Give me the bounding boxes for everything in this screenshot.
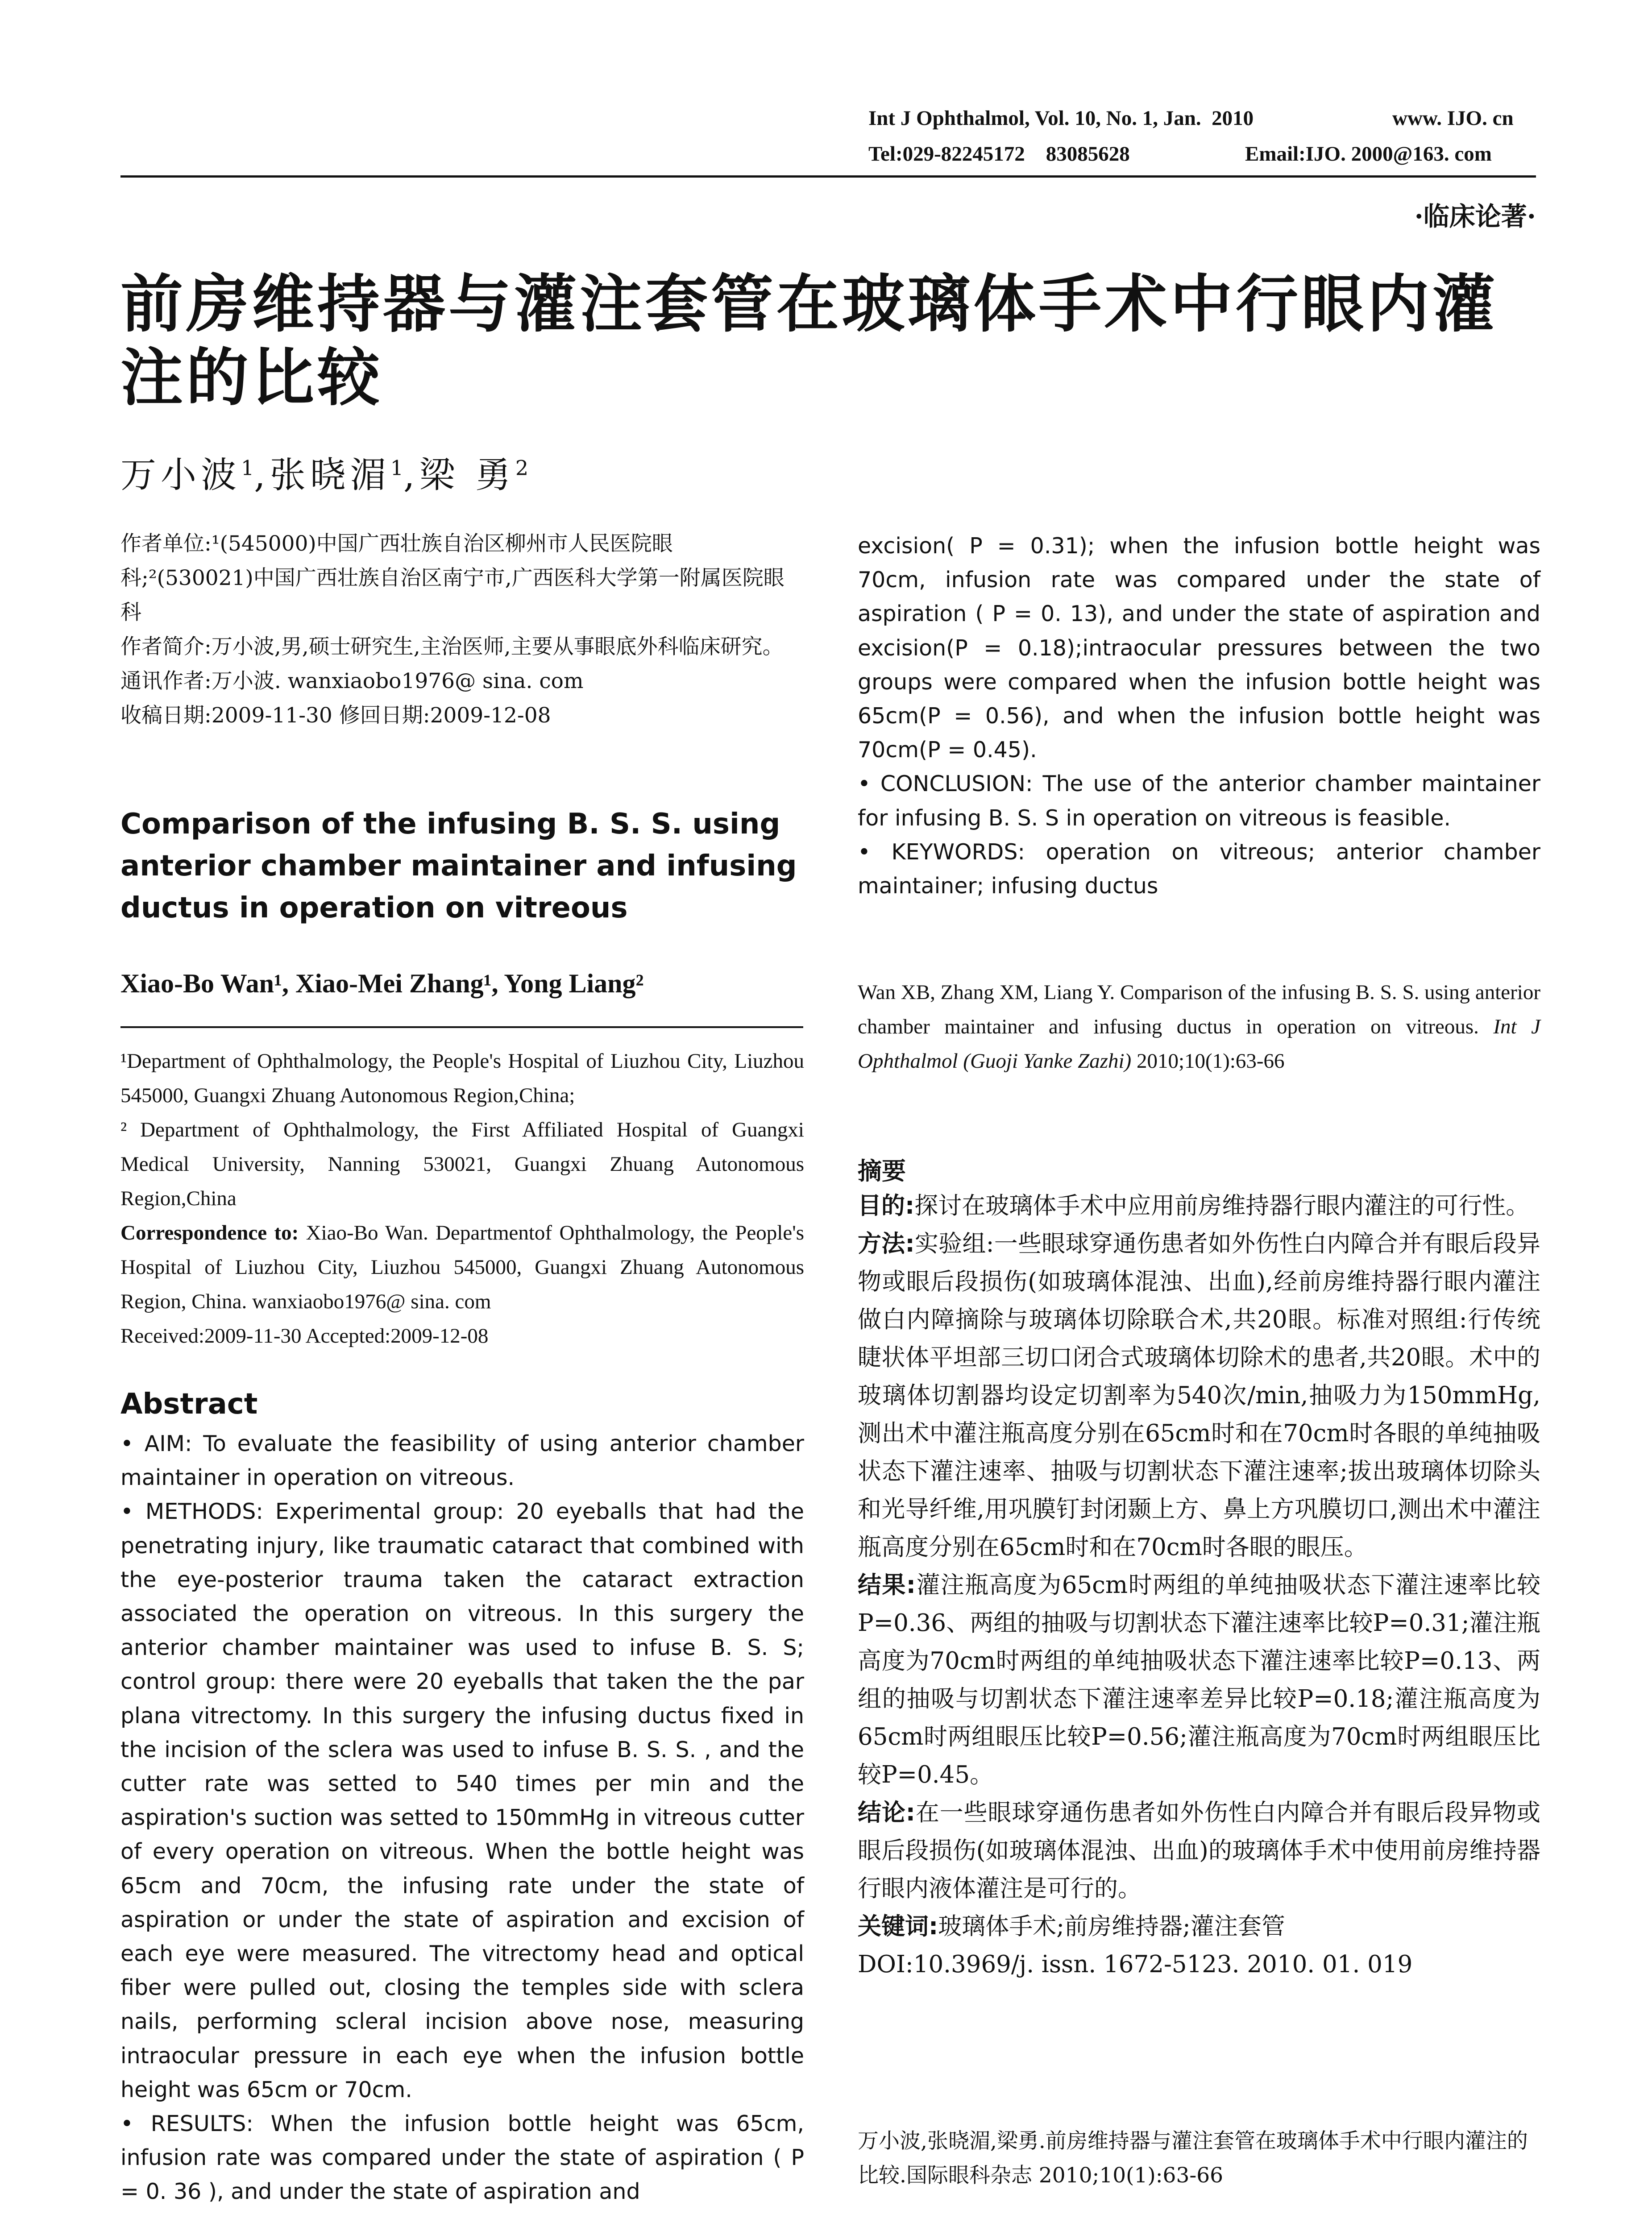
journal-info: Int J Ophthalmol, Vol. 10, No. 1, Jan. 2010 xyxy=(868,107,1254,130)
abstract-aim: • AIM: To evaluate the feasibility of using anterior chamber maintainer in operation on vitreous. xyxy=(120,1431,804,1491)
journal-email: Email:IJO. 2000@163. com xyxy=(1245,142,1492,166)
abstract-right xyxy=(858,529,1540,903)
en-authors: Xiao-Bo Wan¹, Xiao-Mei Zhang¹, Yong Liang² xyxy=(120,969,644,998)
citation-en-tail: 2010;10(1):63-66 xyxy=(1131,1049,1285,1073)
cn-results-label: 结果: xyxy=(858,1572,916,1599)
cn-aim xyxy=(858,1187,1540,1225)
author-3: 梁 勇 xyxy=(419,454,515,496)
author-bio: 作者简介:万小波,男,硕士研究生,主治医师,主要从事眼底外科临床研究。 xyxy=(120,634,784,659)
author-rule xyxy=(120,1026,803,1028)
affiliation-2: ² Department of Ophthalmology, the First Affiliated Hospital of Guangxi Medical University, Nanning 530021, Guangxi Zhuang Autonomous Region,China xyxy=(120,1118,804,1210)
author-1-affil: 1 xyxy=(241,456,254,480)
cn-aim-text: 探讨在玻璃体手术中应用前房维持器行眼内灌注的可行性。 xyxy=(914,1192,1530,1219)
abstract-keywords: • KEYWORDS: operation on vitreous; anterior chamber maintainer; infusing ductus xyxy=(858,839,1540,899)
author-3-affil: 2 xyxy=(515,456,529,480)
cn-keywords xyxy=(858,1908,1540,1945)
journal-website: www. IJO. cn xyxy=(1392,107,1514,130)
received-accepted: Received:2009-11-30 Accepted:2009-12-08 xyxy=(120,1324,489,1348)
cn-author-info xyxy=(120,527,804,733)
author-2: 张晓湄 xyxy=(270,454,390,496)
correspondence-label: Correspondence to: xyxy=(120,1221,299,1244)
cn-results-text: 灌注瓶高度为65cm时两组的单纯抽吸状态下灌注速率比较P=0.36、两组的抽吸与切割状态下灌注速率比较P=0.31;灌注瓶高度为70cm时两组的单纯抽吸状态下灌注速率比较P=0.13、两组的抽吸与切割状态下灌注速率差异比较P=0.18;灌注瓶高度为65cm时两组眼压比较P=0.56;灌注瓶高度为70cm时两组眼压比较P=0.45。 xyxy=(858,1572,1540,1788)
author-1: 万小波 xyxy=(120,454,241,496)
correspondence-text: Xiao-Bo Wan. Departmentof Ophthalmology, the People's Hospital of Liuzhou City, Liuzhou 545000, Guangxi Zhuang Autonomous Region, China. wanxiaobo1976@ sina. com xyxy=(120,1221,804,1313)
author-sep: , xyxy=(403,454,419,496)
correspondence xyxy=(120,1216,804,1319)
citation-en xyxy=(858,975,1540,1078)
en-title: Comparison of the infusing B. S. S. using anterior chamber maintainer and infusing ductus in operation on vitreous xyxy=(120,808,797,925)
section-tag: ·临床论著· xyxy=(1414,201,1536,232)
abstract-left xyxy=(120,1427,804,2209)
cn-title: 前房维持器与灌注套管在玻璃体手术中行眼内灌注的比较 xyxy=(120,268,1498,415)
cn-methods xyxy=(858,1225,1540,1566)
cn-abstract-heading: 摘要 xyxy=(858,1157,906,1185)
abstract-methods: • METHODS: Experimental group: 20 eyeballs that had the penetrating injury, like traumatic cataract that combined with the eye-posterior trauma taken the cataract extraction associated the operation on vitreous. In this surgery the anterior chamber maintainer was used to infuse B. S. S; control group: there were 20 eyeballs that taken the the par plana vitrectomy. In this surgery the infusing ductus fixed in the incision of the sclera was used to infuse B. S. S. , and the cutter rate was setted to 540 times per min and the aspiration's suction was setted to 150mmHg in vitreous cutter of every operation on vitreous. When the bottle height was 65cm and 70cm, the infusing rate under the state of aspiration or under the state of aspiration and excision of each eye were measured. The vitrectomy head and optical fiber were pulled out, closing the temples side with sclera nails, performing scleral incision above nose, measuring intraocular pressure in each eye when the infusion bottle height was 65cm or 70cm. xyxy=(120,1499,804,2102)
journal-phone: Tel:029-82245172 83085628 xyxy=(868,142,1130,166)
cn-conclusion xyxy=(858,1794,1540,1908)
citation-cn: 万小波,张晓湄,梁勇.前房维持器与灌注套管在玻璃体手术中行眼内灌注的比较.国际眼科杂志 2010;10(1):63-66 xyxy=(858,2129,1528,2188)
citation-en-journal: Int J Ophthalmol (Guoji Yanke Zazhi) xyxy=(858,1015,1540,1073)
cn-keywords-text: 玻璃体手术;前房维持器;灌注套管 xyxy=(938,1913,1285,1940)
cn-conclusion-label: 结论: xyxy=(858,1799,915,1826)
author-2-affil: 1 xyxy=(390,456,403,480)
received-dates: 收稿日期:2009-11-30 修回日期:2009-12-08 xyxy=(120,703,551,728)
cn-results xyxy=(858,1566,1540,1794)
cn-methods-text: 实验组:一些眼球穿通伤患者如外伤性白内障合并有眼后段异物或眼后段损伤(如玻璃体混浊、出血),经前房维持器行眼内灌注做白内障摘除与玻璃体切除联合术,共20眼。标准对照组:行传统睫状体平坦部三切口闭合式玻璃体切除术的患者,共20眼。术中的玻璃体切割器均设定切割率为540次/min,抽吸力为150mmHg,测出术中灌注瓶高度分别在65cm时和在70cm时各眼的单纯抽吸状态下灌注速率、抽吸与切割状态下灌注速率;拔出玻璃体切除头和光导纤维,用巩膜钉封闭颞上方、鼻上方巩膜切口,测出术中灌注瓶高度分别在65cm时和在70cm时各眼的眼压。 xyxy=(858,1230,1541,1561)
affiliation-1: ¹Department of Ophthalmology, the People's Hospital of Liuzhou City, Liuzhou 545000, Guangxi Zhuang Autonomous Region,China; xyxy=(120,1049,804,1107)
cn-keywords-label: 关键词: xyxy=(858,1913,938,1940)
author-sep: , xyxy=(254,454,270,496)
author-unit: 作者单位:¹(545000)中国广西壮族自治区柳州市人民医院眼科;²(530021)中国广西壮族自治区南宁市,广西医科大学第一附属医院眼科 xyxy=(120,531,784,625)
doi: DOI:10.3969/j. issn. 1672-5123. 2010. 01. 019 xyxy=(858,1951,1413,1978)
corresponding-author: 通讯作者:万小波. wanxiaobo1976@ sina. com xyxy=(120,669,584,693)
header-rule xyxy=(120,175,1536,178)
cn-abstract xyxy=(858,1187,1540,1983)
abstract-heading: Abstract xyxy=(120,1388,258,1421)
abstract-results-cont: excision( P = 0.31); when the infusion bottle height was 70cm, infusion rate was compared under the state of aspiration ( P = 0. 13), and under the state of aspiration and excision(P = 0.18);intraocular pressures between the two groups were compared when the infusion bottle height was 65cm(P = 0.56), and when the infusion bottle height was 70cm(P = 0.45). xyxy=(858,533,1540,763)
cn-methods-label: 方法: xyxy=(858,1230,915,1257)
cn-aim-label: 目的: xyxy=(858,1192,915,1219)
abstract-results: • RESULTS: When the infusion bottle height was 65cm, infusion rate was compared under the state of aspiration ( P = 0. 36 ), and under the state of aspiration and xyxy=(120,2111,804,2205)
cn-conclusion-text: 在一些眼球穿通伤患者如外伤性白内障合并有眼后段异物或眼后段损伤(如玻璃体混浊、出血)的玻璃体手术中使用前房维持器行眼内液体灌注是可行的。 xyxy=(858,1799,1540,1902)
affiliations xyxy=(120,1044,804,1353)
citation-en-text: Wan XB, Zhang XM, Liang Y. Comparison of the infusing B. S. S. using anterior chamber maintainer and infusing ductus in operation on vitreous. xyxy=(858,981,1540,1038)
cn-authors xyxy=(120,446,528,498)
abstract-conclusion: • CONCLUSION: The use of the anterior chamber maintainer for infusing B. S. S in operation on vitreous is feasible. xyxy=(858,771,1540,831)
